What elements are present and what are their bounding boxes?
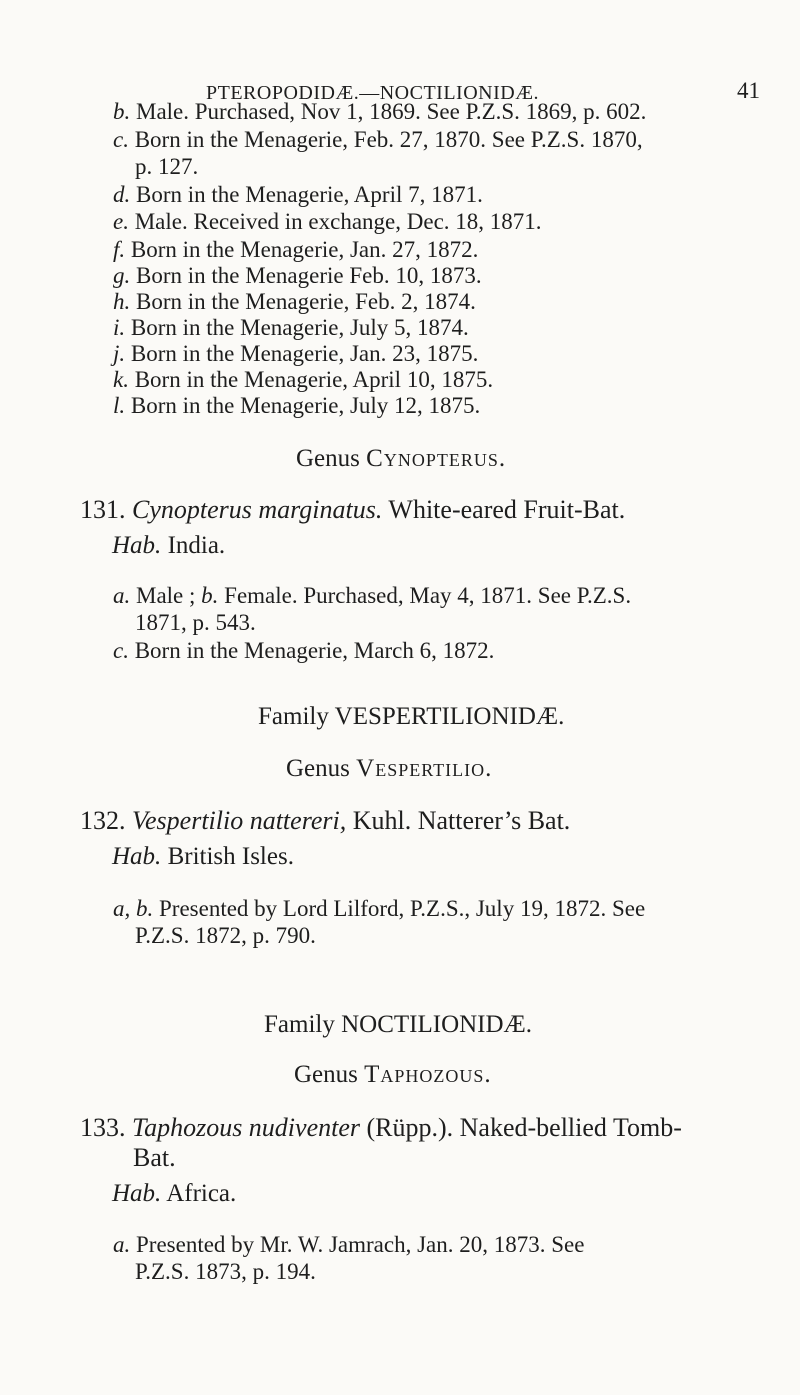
- habitat: Hab. India.: [112, 532, 226, 559]
- record-line: a, b. Presented by Lord Lilford, P.Z.S., July 19, 1872. See: [113, 896, 646, 921]
- record-line: c. Born in the Menagerie, Feb. 27, 1870. See P.Z.S. 1870,: [113, 127, 643, 152]
- common-name: White-eared Fruit-Bat.: [388, 495, 626, 524]
- species-entry: 133. Taphozous nudiventer (Rüpp.). Naked-bellied Tomb-: [80, 1113, 682, 1142]
- family-heading: Family VESPERTILIONIDÆ.: [258, 703, 565, 730]
- species-entry: 132. Vespertilio nattereri, Kuhl. Natterer’s Bat.: [80, 806, 571, 835]
- record-line-continuation: P.Z.S. 1873, p. 194.: [135, 1259, 316, 1284]
- species-name: Taphozous nudiventer: [132, 1113, 360, 1142]
- common-name: Kuhl. Natterer’s Bat.: [352, 806, 571, 835]
- genus-heading: Genus Cynopterus.: [296, 445, 507, 472]
- species-name: Cynopterus marginatus.: [132, 495, 383, 524]
- record-line-continuation: 1871, p. 543.: [135, 610, 256, 635]
- common-name: (Rüpp.). Naked-bellied Tomb-: [366, 1113, 682, 1142]
- record-line: f. Born in the Menagerie, Jan. 27, 1872.: [113, 237, 479, 262]
- running-title: PTEROPODIDÆ.—NOCTILIONIDÆ.: [206, 82, 539, 104]
- record-line: a. Presented by Mr. W. Jamrach, Jan. 20, 1873. See: [113, 1232, 585, 1257]
- record-line: e. Male. Received in exchange, Dec. 18, 1871.: [113, 209, 542, 234]
- record-line: k. Born in the Menagerie, April 10, 1875.: [113, 367, 494, 392]
- record-line: d. Born in the Menagerie, April 7, 1871.: [113, 182, 483, 207]
- genus-heading: Genus Vespertilio.: [286, 755, 493, 782]
- genus-heading: Genus Taphozous.: [294, 1061, 492, 1088]
- record-line: b. Male. Purchased, Nov 1, 1869. See P.Z.S. 1869, p. 602.: [113, 99, 647, 124]
- record-line: c. Born in the Menagerie, March 6, 1872.: [113, 638, 495, 663]
- record-line-continuation: p. 127.: [135, 154, 199, 179]
- record-line: l. Born in the Menagerie, July 12, 1875.: [113, 393, 481, 418]
- record-line-continuation: P.Z.S. 1872, p. 790.: [135, 923, 316, 948]
- record-line: j. Born in the Menagerie, Jan. 23, 1875.: [113, 341, 479, 366]
- common-name-continuation: Bat.: [133, 1143, 176, 1172]
- family-heading: Family NOCTILIONIDÆ.: [264, 1011, 533, 1038]
- record-line: g. Born in the Menagerie Feb. 10, 1873.: [113, 263, 482, 288]
- record-line: a. Male ; b. Female. Purchased, May 4, 1871. See P.Z.S.: [113, 583, 632, 608]
- species-entry: 131. Cynopterus marginatus. White-eared Fruit-Bat.: [80, 495, 626, 524]
- page-number: 41: [737, 78, 760, 103]
- habitat: Hab. Africa.: [112, 1180, 237, 1207]
- record-line: i. Born in the Menagerie, July 5, 1874.: [113, 315, 469, 340]
- record-line: h. Born in the Menagerie, Feb. 2, 1874.: [113, 289, 476, 314]
- species-name: Vespertilio nattereri,: [132, 806, 347, 835]
- habitat: Hab. British Isles.: [112, 843, 294, 870]
